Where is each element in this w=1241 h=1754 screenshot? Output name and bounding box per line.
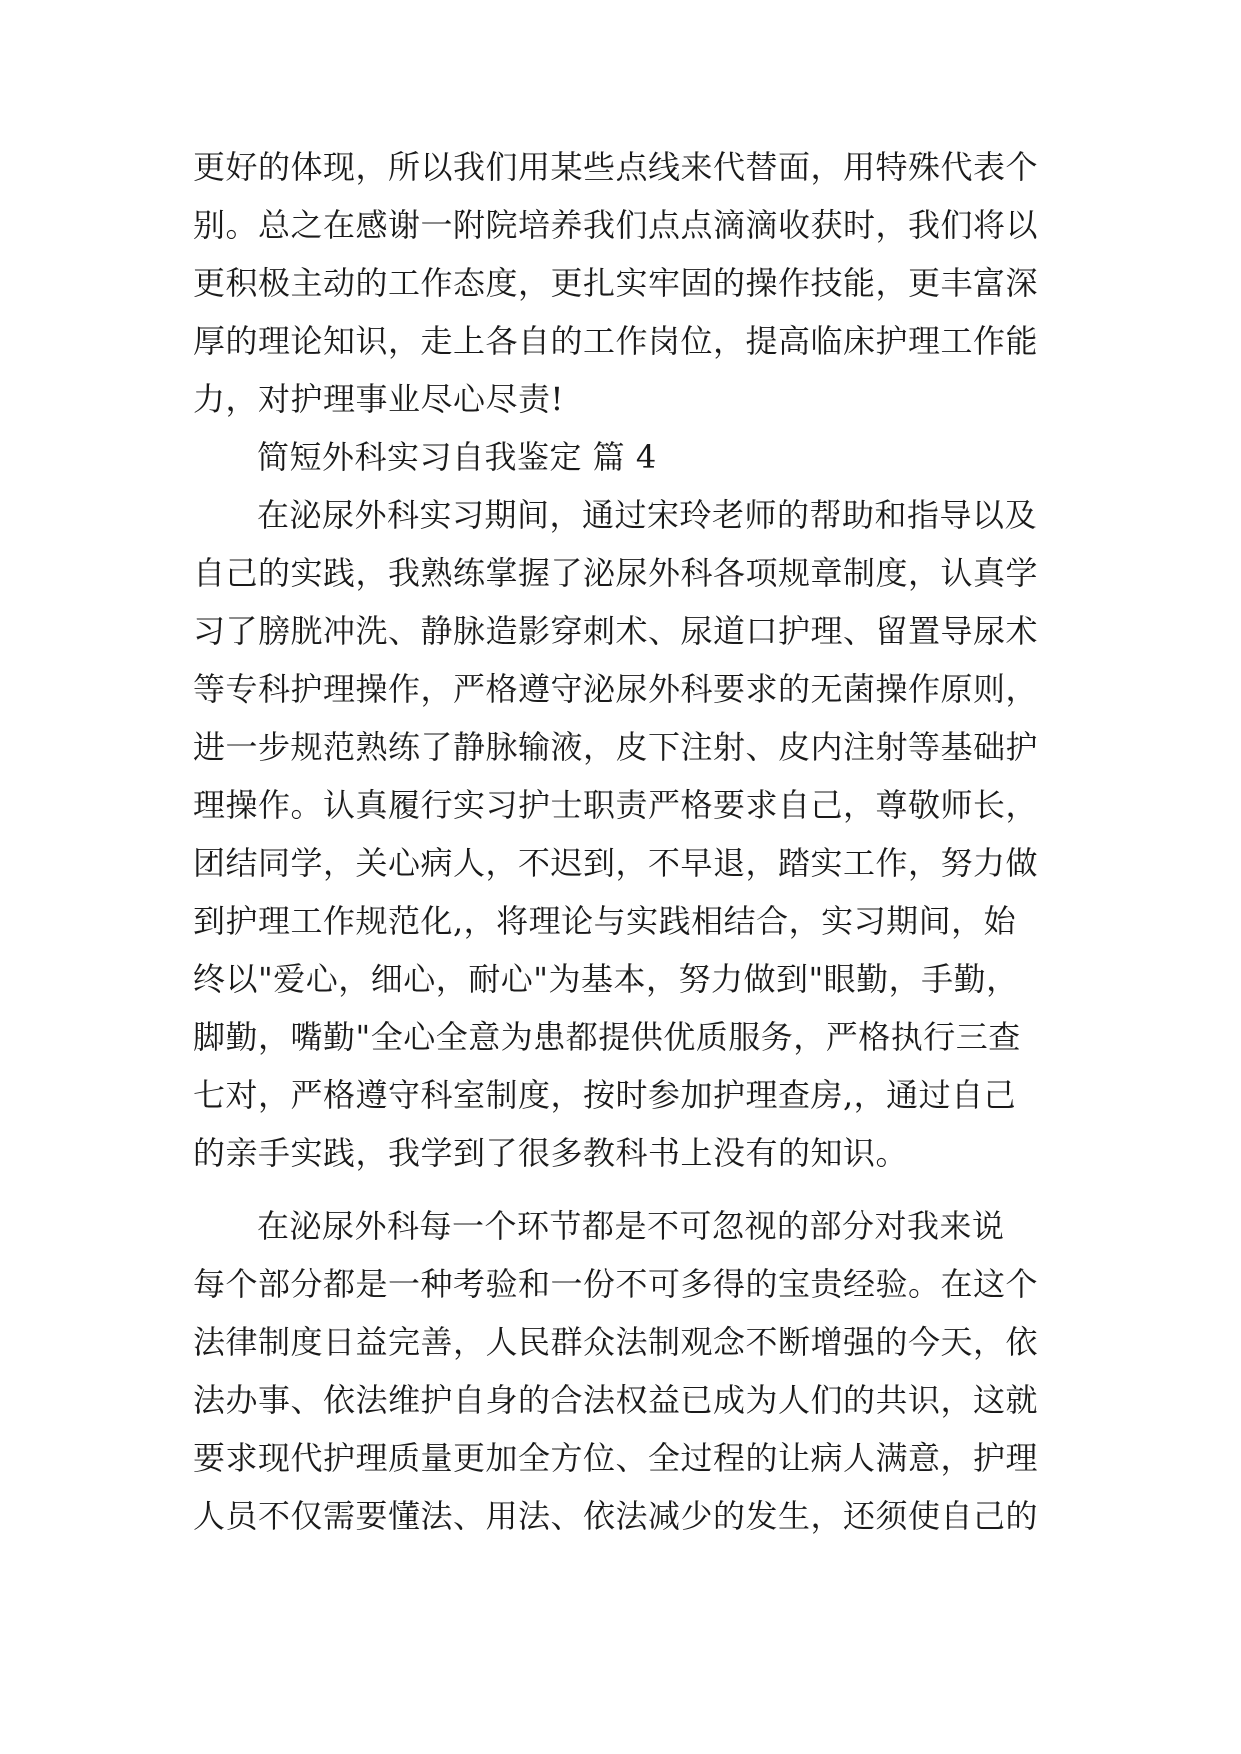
section-heading: 简短外科实习自我鉴定 篇 4 bbox=[257, 438, 657, 476]
paragraph-line: 七对，严格遵守科室制度，按时参加护理查房,，通过自己 bbox=[193, 1076, 1017, 1114]
paragraph-line: 厚的理论知识，走上各自的工作岗位，提高临床护理工作能 bbox=[193, 322, 1039, 360]
paragraph-line: 自己的实践，我熟练掌握了泌尿外科各项规章制度，认真学 bbox=[193, 554, 1039, 592]
paragraph-line: 在泌尿外科实习期间，通过宋玲老师的帮助和指导以及 bbox=[257, 496, 1038, 534]
paragraph-line: 脚勤，嘴勤"全心全意为患都提供优质服务，严格执行三查 bbox=[193, 1018, 1021, 1056]
paragraph-line: 终以"爱心，细心，耐心"为基本，努力做到"眼勤，手勤， bbox=[193, 960, 1019, 998]
paragraph-line: 团结同学，关心病人，不迟到，不早退，踏实工作，努力做 bbox=[193, 844, 1039, 882]
paragraph-line: 在泌尿外科每一个环节都是不可忽视的部分对我来说 bbox=[257, 1207, 1005, 1245]
paragraph-line: 人员不仅需要懂法、用法、依法减少的发生，还须使自己的 bbox=[193, 1497, 1039, 1535]
paragraph-line: 的亲手实践，我学到了很多教科书上没有的知识。 bbox=[193, 1134, 909, 1172]
paragraph-line: 要求现代护理质量更加全方位、全过程的让病人满意，护理 bbox=[193, 1439, 1039, 1477]
paragraph-line: 每个部分都是一种考验和一份不可多得的宝贵经验。在这个 bbox=[193, 1265, 1039, 1303]
paragraph-line: 等专科护理操作，严格遵守泌尿外科要求的无菌操作原则， bbox=[193, 670, 1039, 708]
paragraph-line: 更好的体现，所以我们用某些点线来代替面，用特殊代表个 bbox=[193, 148, 1039, 186]
paragraph-line: 法办事、依法维护自身的合法权益已成为人们的共识，这就 bbox=[193, 1381, 1039, 1419]
paragraph-line: 力，对护理事业尽心尽责! bbox=[193, 380, 564, 418]
paragraph-line: 习了膀胱冲洗、静脉造影穿刺术、尿道口护理、留置导尿术 bbox=[193, 612, 1039, 650]
paragraph-line: 到护理工作规范化,，将理论与实践相结合，实习期间，始 bbox=[193, 902, 1017, 940]
paragraph-line: 更积极主动的工作态度，更扎实牢固的操作技能，更丰富深 bbox=[193, 264, 1039, 302]
paragraph-line: 别。总之在感谢一附院培养我们点点滴滴收获时，我们将以 bbox=[193, 206, 1039, 244]
paragraph-line: 法律制度日益完善，人民群众法制观念不断增强的今天，依 bbox=[193, 1323, 1039, 1361]
paragraph-line: 理操作。认真履行实习护士职责严格要求自己，尊敬师长， bbox=[193, 786, 1039, 824]
paragraph-line: 进一步规范熟练了静脉输液，皮下注射、皮内注射等基础护 bbox=[193, 728, 1039, 766]
